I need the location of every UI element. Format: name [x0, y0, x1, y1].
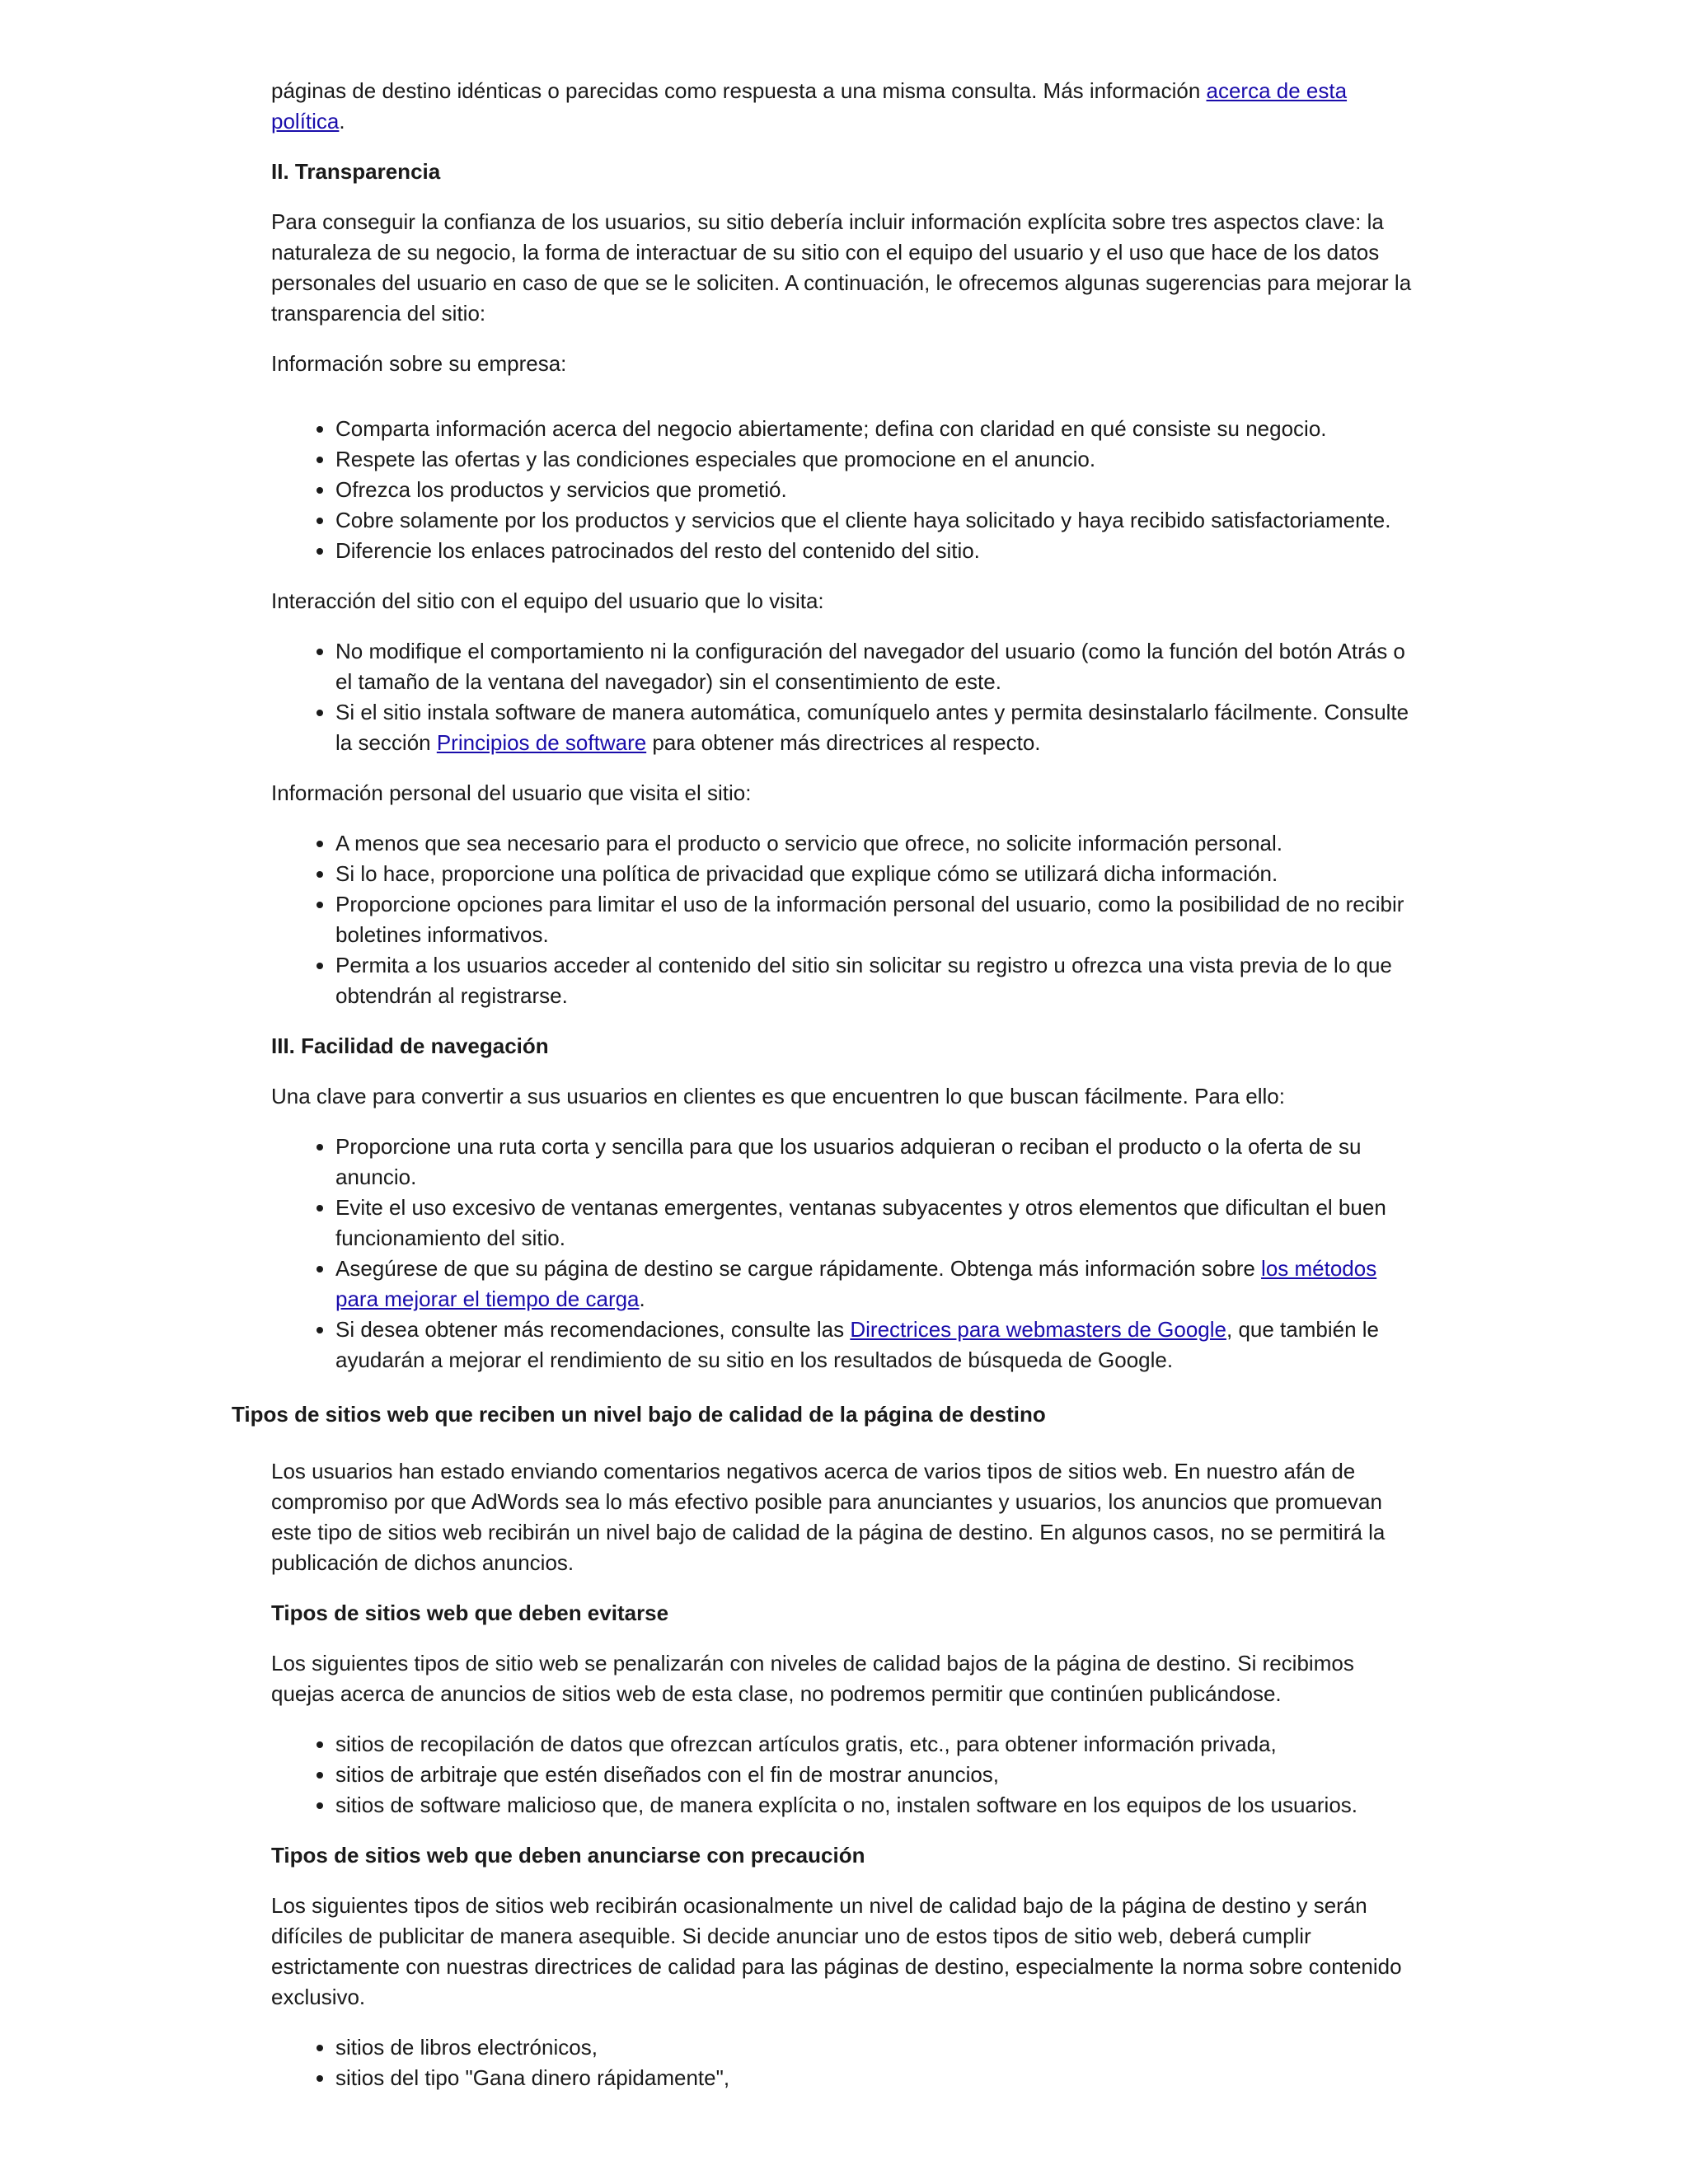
interaction-list	[271, 636, 1413, 758]
list-item: • Si lo hace, proporcione una política de privacidad que explique cómo se utilizará dicha información.	[335, 859, 1413, 889]
caution-heading: Tipos de sitios web que deben anunciarse con precaución	[271, 1843, 865, 1868]
software-principles-link[interactable]: Principios de software	[436, 730, 647, 755]
list-item: • Asegúrese de que su página de destino se cargue rápidamente. Obtenga más información sobre los métodos para mejorar el tiempo de carga.	[335, 1254, 1413, 1315]
interaction-label: Interacción del sitio con el equipo del usuario que lo visita:	[271, 588, 824, 613]
list-item: • No modifique el comportamiento ni la configuración del navegador del usuario (como la función del botón Atrás o el tamaño de la ventana del navegador) sin el consentimiento de este.	[335, 636, 1413, 697]
document-content	[232, 76, 1413, 2093]
policy-link[interactable]: acerca de esta política	[271, 78, 1348, 134]
load-time-link[interactable]: los métodos para mejorar el tiempo de carga	[335, 1256, 1377, 1311]
webmaster-guidelines-link[interactable]: Directrices para webmasters de Google	[850, 1317, 1226, 1342]
personal-label: Información personal del usuario que visita el sitio:	[271, 780, 752, 805]
company-label: Información sobre su empresa:	[271, 351, 567, 376]
company-list	[271, 414, 1413, 566]
list-item: • sitios de libros electrónicos,	[335, 2032, 1413, 2063]
list-item: • sitios de arbitraje que estén diseñados con el fin de mostrar anuncios,	[335, 1760, 1413, 1790]
list-item: • Proporcione opciones para limitar el uso de la información personal del usuario, como la posibilidad de no recibir boletines informativos.	[335, 889, 1413, 950]
low-quality-section-title: Tipos de sitios web que reciben un nivel bajo de calidad de la página de destino	[232, 1402, 1046, 1427]
list-item: • Si desea obtener más recomendaciones, consulte las Directrices para webmasters de Google, que también le ayudarán a mejorar el rendimiento de su sitio en los resultados de búsqueda de Google.	[335, 1315, 1413, 1376]
low-quality-paragraph: Los usuarios han estado enviando comentarios negativos acerca de varios tipos de sitios web. En nuestro afán de compromiso por que AdWords sea lo más efectivo posible para anunciantes y usuarios, los anuncios que promuevan este tipo de sitios web recibirán un nivel bajo de calidad de la página de destino. En algunos casos, no se permitirá la publicación de dichos anuncios.	[271, 1459, 1386, 1575]
navigation-list	[271, 1132, 1413, 1376]
navigation-paragraph: Una clave para convertir a sus usuarios en clientes es que encuentren lo que buscan fácilmente. Para ello:	[271, 1084, 1285, 1108]
avoid-list	[271, 1729, 1413, 1821]
avoid-heading: Tipos de sitios web que deben evitarse	[271, 1601, 669, 1625]
list-item: • Respete las ofertas y las condiciones especiales que promocione en el anuncio.	[335, 444, 1413, 475]
list-item: • Permita a los usuarios acceder al contenido del sitio sin solicitar su registro u ofrezca una vista previa de lo que obtendrán al registrarse.	[335, 950, 1413, 1011]
list-item: • sitios de recopilación de datos que ofrezcan artículos gratis, etc., para obtener información privada,	[335, 1729, 1413, 1760]
list-item: • Diferencie los enlaces patrocinados del resto del contenido del sitio.	[335, 536, 1413, 566]
list-item: • Evite el uso excesivo de ventanas emergentes, ventanas subyacentes y otros elementos que dificultan el buen funcionamiento del sitio.	[335, 1193, 1413, 1254]
list-item: • sitios de software malicioso que, de manera explícita o no, instalen software en los equipos de los usuarios.	[335, 1790, 1413, 1821]
caution-paragraph: Los siguientes tipos de sitios web recibirán ocasionalmente un nivel de calidad bajo de la página de destino y serán difíciles de publicitar de manera asequible. Si decide anunciar uno de estos tipos de sitio web, deberá cumplir estrictamente con nuestras directrices de calidad para las páginas de destino, especialmente la norma sobre contenido exclusivo.	[271, 1893, 1402, 2009]
list-item: • Comparta información acerca del negocio abiertamente; defina con claridad en qué consiste su negocio.	[335, 414, 1413, 444]
personal-list	[271, 828, 1413, 1011]
intro-paragraph: páginas de destino idénticas o parecidas como respuesta a una misma consulta. Más información acerca de esta política.	[271, 78, 1348, 134]
avoid-paragraph: Los siguientes tipos de sitio web se penalizarán con niveles de calidad bajos de la página de destino. Si recibimos quejas acerca de anuncios de sitios web de esta clase, no podremos permitir que continúen publicándose.	[271, 1651, 1354, 1706]
list-item: • A menos que sea necesario para el producto o servicio que ofrece, no solicite información personal.	[335, 828, 1413, 859]
transparency-heading: II. Transparencia	[271, 159, 441, 184]
list-item: • sitios del tipo "Gana dinero rápidamente",	[335, 2063, 1413, 2093]
transparency-paragraph: Para conseguir la confianza de los usuarios, su sitio debería incluir información explícita sobre tres aspectos clave: la naturaleza de su negocio, la forma de interactuar de su sitio con el equipo del usuario y el uso que hace de los datos personales del usuario en caso de que se le soliciten. A continuación, le ofrecemos algunas sugerencias para mejorar la transparencia del sitio:	[271, 209, 1412, 326]
caution-list	[271, 2032, 1413, 2093]
list-item: • Ofrezca los productos y servicios que prometió.	[335, 475, 1413, 505]
list-item: • Si el sitio instala software de manera automática, comuníquelo antes y permita desinstalarlo fácilmente. Consulte la sección Principios de software para obtener más directrices al respecto.	[335, 697, 1413, 758]
list-item: • Cobre solamente por los productos y servicios que el cliente haya solicitado y haya recibido satisfactoriamente.	[335, 505, 1413, 536]
list-item: • Proporcione una ruta corta y sencilla para que los usuarios adquieran o reciban el producto o la oferta de su anuncio.	[335, 1132, 1413, 1193]
navigation-heading: III. Facilidad de navegación	[271, 1033, 549, 1058]
